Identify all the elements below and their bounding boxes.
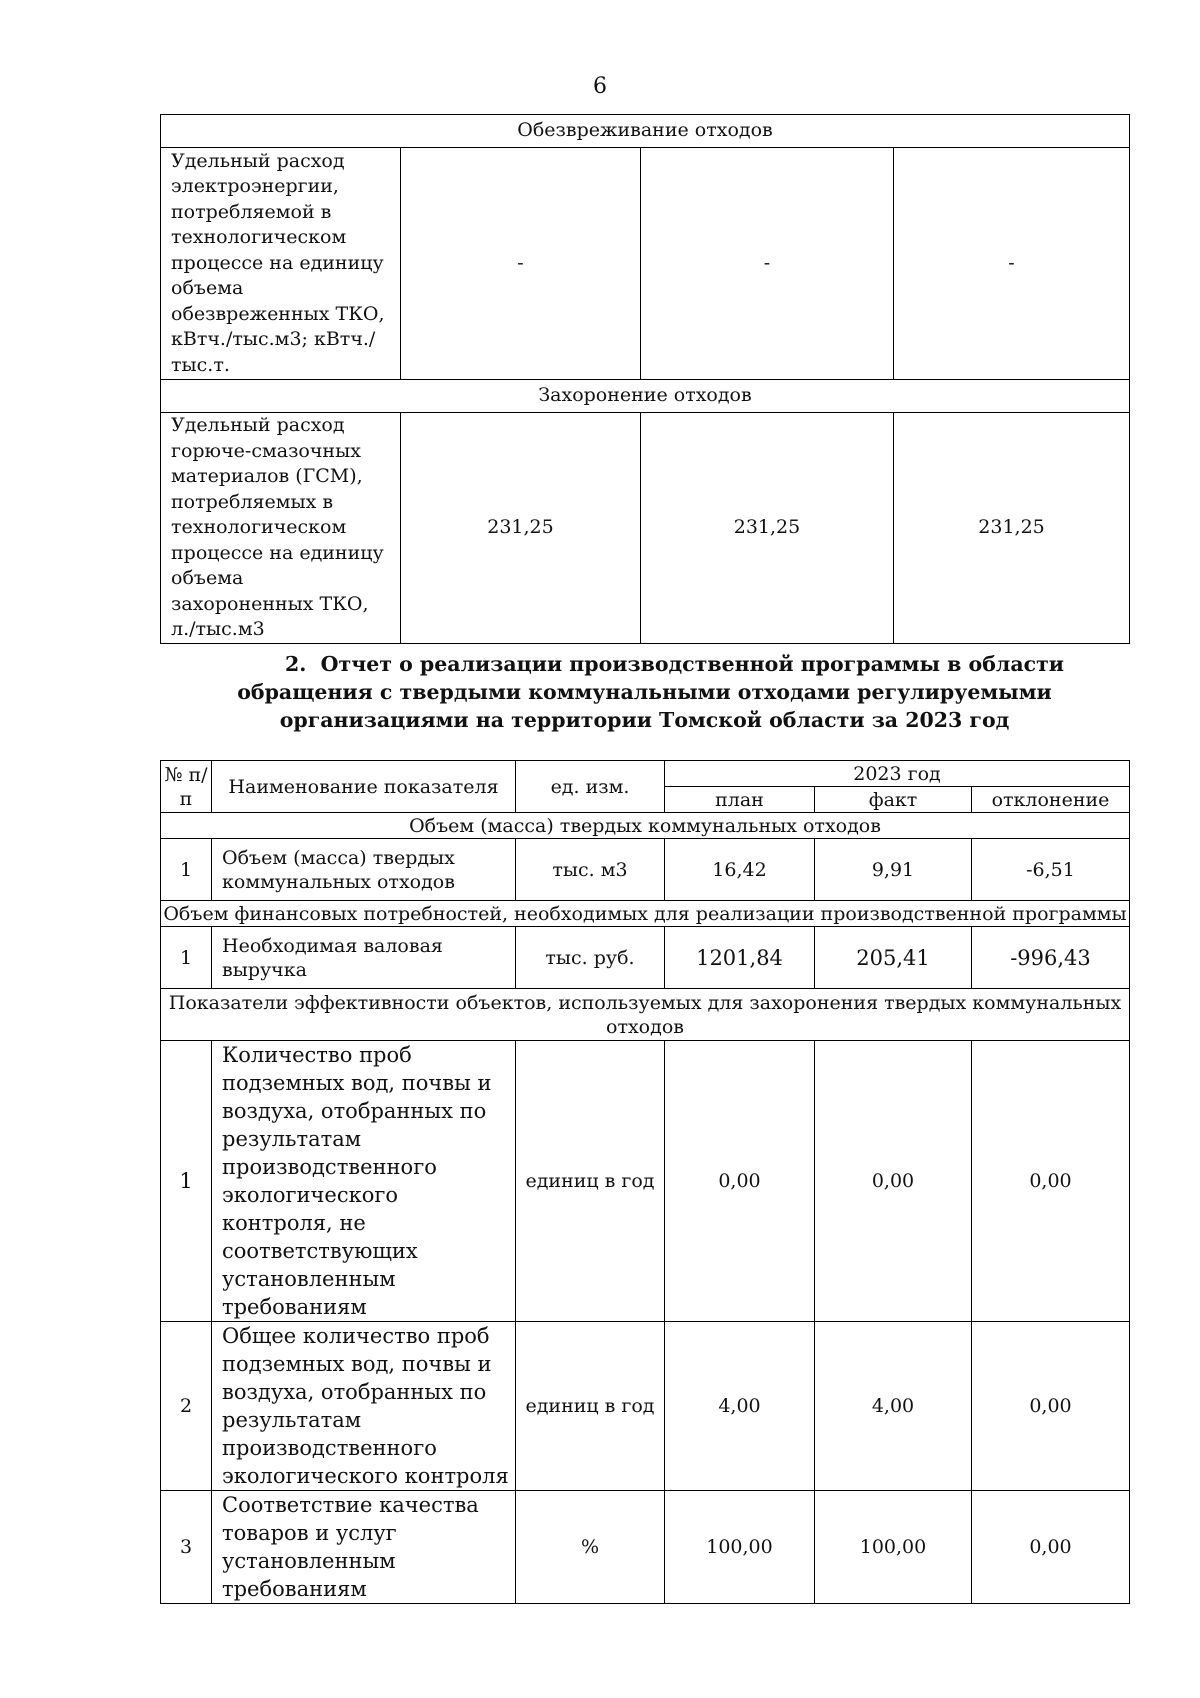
header-row: [161, 761, 1130, 787]
row-num: 1: [161, 927, 212, 989]
table-row: [161, 1041, 1130, 1322]
table-row: [161, 413, 1130, 644]
row-deviation: 0,00: [972, 1491, 1130, 1604]
table-row: [161, 1322, 1130, 1491]
page-number: 6: [593, 74, 607, 99]
section-row: [161, 115, 1130, 148]
header-num: № п/п: [161, 761, 212, 813]
table-row: [161, 1491, 1130, 1604]
row-fact: 4,00: [815, 1322, 972, 1491]
header-fact: факт: [815, 787, 972, 813]
row-deviation: -6,51: [972, 839, 1130, 901]
row-unit: единиц в год: [516, 1041, 665, 1322]
report-table: [160, 760, 1130, 1604]
row-plan: 0,00: [665, 1041, 815, 1322]
row-fact: 205,41: [815, 927, 972, 989]
row-unit: тыс. м3: [516, 839, 665, 901]
row-plan: 100,00: [665, 1491, 815, 1604]
row-fact: 9,91: [815, 839, 972, 901]
section-title: Обезвреживание отходов: [161, 115, 1130, 148]
table-row: [161, 927, 1130, 989]
indicator-label: Удельный расход горюче-смазочных материалов (ГСМ), потребляемых в технологическом процессе на единицу объема захороненных ТКО, л./тыс.м3: [161, 413, 401, 644]
row-name: Общее количество проб подземных вод, почвы и воздуха, отобранных по результатам производственного экологического контроля: [212, 1322, 516, 1491]
row-unit: единиц в год: [516, 1322, 665, 1491]
row-deviation: 0,00: [972, 1322, 1130, 1491]
row-fact: 100,00: [815, 1491, 972, 1604]
indicator-value: -: [401, 148, 641, 380]
row-name: Соответствие качества товаров и услуг установленным требованиям: [212, 1491, 516, 1604]
header-name: Наименование показателя: [212, 761, 516, 813]
header-plan: план: [665, 787, 815, 813]
section-row: [161, 901, 1130, 927]
row-num: 3: [161, 1491, 212, 1604]
heading-text: Отчет о реализации производственной программы в области обращения с твердыми коммунальными отходами регулируемыми организациями на территории Томской области за 2023 год: [237, 652, 1065, 732]
row-plan: 4,00: [665, 1322, 815, 1491]
indicators-table: [160, 114, 1130, 644]
row-name: Необходимая валовая выручка: [212, 927, 516, 989]
section-row: [161, 380, 1130, 413]
row-num: 1: [161, 839, 212, 901]
row-unit: тыс. руб.: [516, 927, 665, 989]
section-title: Объем (масса) твердых коммунальных отходов: [161, 813, 1130, 839]
row-num: 2: [161, 1322, 212, 1491]
indicator-value: 231,25: [894, 413, 1130, 644]
header-unit: ед. изм.: [516, 761, 665, 813]
header-year: 2023 год: [665, 761, 1130, 787]
indicator-value: 231,25: [401, 413, 641, 644]
section-row: [161, 989, 1130, 1041]
row-num: 1: [161, 1041, 212, 1322]
row-name: Количество проб подземных вод, почвы и воздуха, отобранных по результатам производственного экологического контроля, не соответствующих установленным требованиям: [212, 1041, 516, 1322]
section-row: [161, 813, 1130, 839]
indicator-value: -: [894, 148, 1130, 380]
section-title: Захоронение отходов: [161, 380, 1130, 413]
indicator-value: -: [641, 148, 894, 380]
table-row: [161, 839, 1130, 901]
row-plan: 16,42: [665, 839, 815, 901]
section-title: Объем финансовых потребностей, необходимых для реализации производственной программы: [161, 901, 1130, 927]
section-title: Показатели эффективности объектов, используемых для захоронения твердых коммунальных отходов: [161, 989, 1130, 1041]
row-fact: 0,00: [815, 1041, 972, 1322]
row-name: Объем (масса) твердых коммунальных отходов: [212, 839, 516, 901]
row-plan: 1201,84: [665, 927, 815, 989]
row-deviation: -996,43: [972, 927, 1130, 989]
heading-number: 2.: [284, 652, 307, 676]
row-deviation: 0,00: [972, 1041, 1130, 1322]
table-row: [161, 148, 1130, 380]
section-heading: [160, 650, 1129, 734]
row-unit: %: [516, 1491, 665, 1604]
indicator-value: 231,25: [641, 413, 894, 644]
indicator-label: Удельный расход электроэнергии, потребляемой в технологическом процессе на единицу объема обезвреженных ТКО, кВтч./тыс.м3; кВтч./тыс.т.: [161, 148, 401, 380]
header-deviation: отклонение: [972, 787, 1130, 813]
